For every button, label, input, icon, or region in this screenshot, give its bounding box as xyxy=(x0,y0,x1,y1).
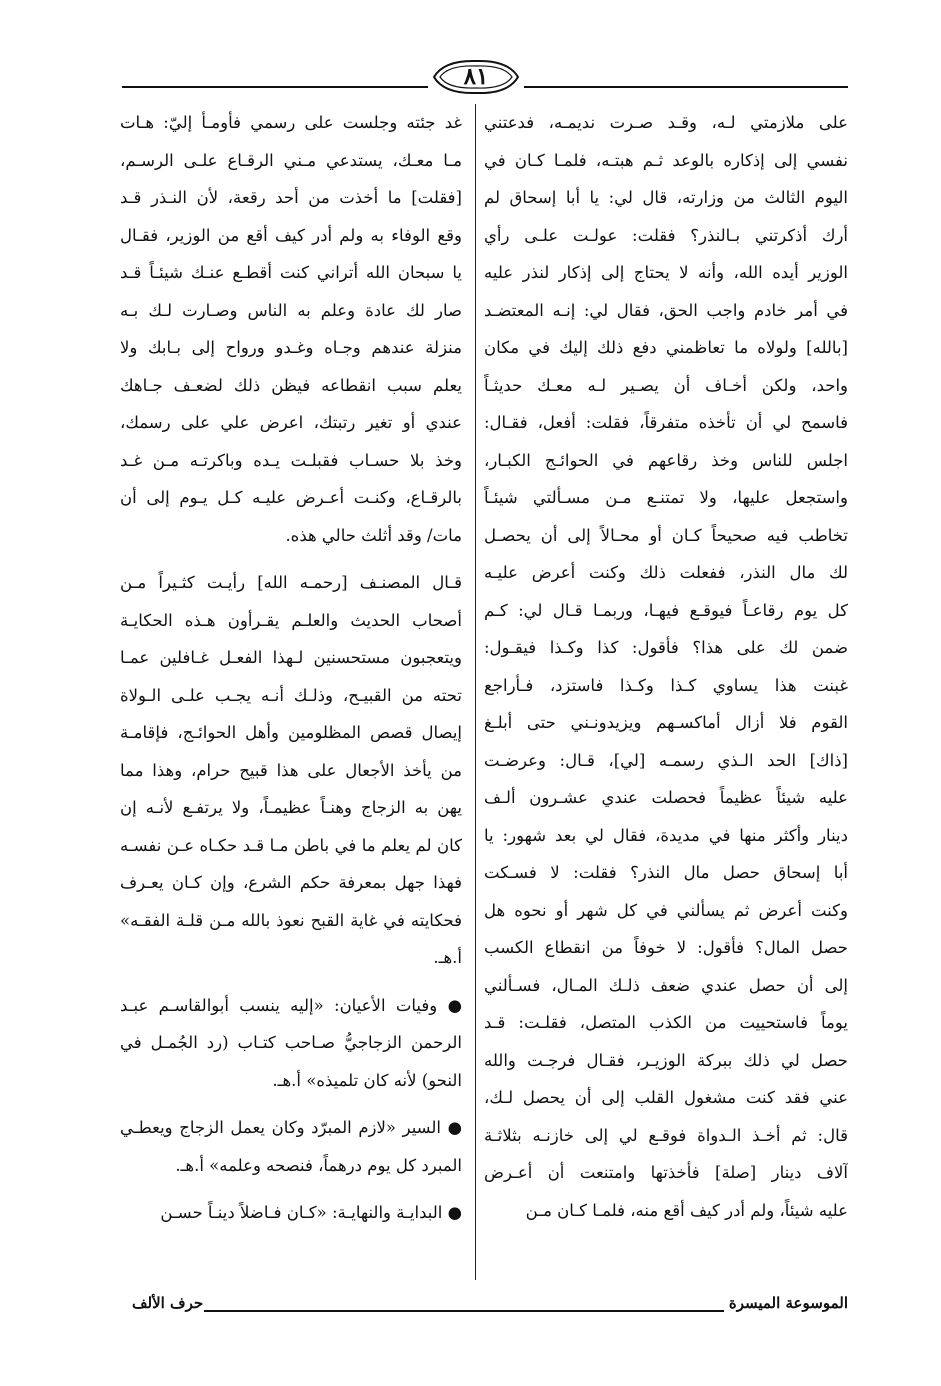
text-line: تحته من القبيـح، وذلـك أنـه يجـب علـى الـولاة xyxy=(120,685,462,705)
text-line: غبنت هذا يساوي كـذا وكـذا فاستزد، فـأراجع xyxy=(484,675,848,695)
text-line: أ.هـ. xyxy=(433,948,462,967)
text-line: المبرد كل يوم درهماً، فنصحه وعلمه» أ.هـ. xyxy=(175,1155,462,1175)
paragraph xyxy=(484,104,848,1229)
text-line: فهذا جهل بمعرفة حكم الشرع، وإن كـان يعـرف xyxy=(120,873,462,892)
text-line: فحكايته في غاية القبح نعوذ بالله مـن قلـة الفقـه» xyxy=(120,910,462,930)
text-line: غد جئته وجلست على رسمي فأومـأ إليّ: هـات xyxy=(120,113,462,132)
text-line: وخذ بلا حسـاب فقبلـت يـده وباكرتـه مـن غـد xyxy=(120,450,462,470)
text-line: قـال المصنـف [رحمـه الله] رأيـت كثـيراً مـن xyxy=(120,573,462,592)
text-line: على ملازمتي لـه، وقـد صـرت نديمـه، فدعتني xyxy=(484,113,848,132)
text-line: مات/ وقد أثلث حالي هذه. xyxy=(285,525,462,545)
text-line: يهن به الزجاج وهنـاً عظيمـاً، ولا يرتفـع لأنـه إن xyxy=(120,798,462,817)
text-line: الوزير أيده الله، وأنه لا يحتاج إلى إذكار لنذر عليه xyxy=(484,263,848,282)
paragraph xyxy=(120,987,462,1100)
text-line: من يأخذ الأجعال على هذا قبيح حرام، وهذا مما xyxy=(120,760,462,780)
text-line: قال: ثم أخـذ الـدواة فوقـع لي إلى خازنـه بثلاثـة xyxy=(484,1125,848,1145)
text-line: النحو) لأنه كان تلميذه» أ.هـ. xyxy=(272,1070,462,1090)
left-text-column xyxy=(120,104,462,1232)
paragraph-gap xyxy=(120,1099,462,1109)
text-line: إيصال قصص المظلومين وأهل الحوائـج، فإقامـة xyxy=(120,723,462,742)
paragraph xyxy=(120,1109,462,1184)
text-line: عليه شيئاً، ولم أدر كيف أقع منه، فلمـا كـان مـن xyxy=(525,1200,848,1220)
text-line: آلاف دينار [صلة] فأخذتها وامتنعت أن أعـرض xyxy=(484,1163,848,1182)
text-line: عندي أو تغير رتبتك، اعرض علي على رسمك، xyxy=(120,413,462,432)
text-line: عليه شيئاً عظيماً فحصلت عندي عشـرون ألـف xyxy=(484,788,848,807)
text-line: كان لم يعلم ما في باطن مـا قـد حكـاه عـن نفسـه xyxy=(120,835,462,855)
text-line: صار لك عادة وعلم به الناس وصـارت لـك بـه xyxy=(120,300,462,320)
text-line: إلى أن حصل عندي ضعف ذلـك المـال، فسـألني xyxy=(484,975,848,995)
text-line: ويتعجبون مستحسنين لـهذا الفعـل غـافلين عمـا xyxy=(120,648,462,667)
paragraph xyxy=(120,564,462,977)
text-line: [ذاك] الحد الـذي رسمـه [لي]، قـال: وعرضـت xyxy=(484,750,848,770)
text-line: فاسمح لي أن تأخذه متفرقاً، فقلت: أفعل، فقـال: xyxy=(484,413,848,432)
text-line: عني فقد كنت مشغول القلب إلى أن يحصل لـك، xyxy=(484,1088,848,1107)
text-line: الرحمن الزجاجيُّ صـاحب كتـاب (رد الجُمـل في xyxy=(120,1033,462,1052)
column-divider xyxy=(475,104,476,1280)
paragraph xyxy=(120,1194,462,1232)
text-line: اليوم الثالث من وزارته، قال لي: يا أبا إسحاق لم xyxy=(484,188,848,207)
text-line: القوم فلا أزال أماكسـهم ويزيدونـني حتى أبلـغ xyxy=(484,713,848,732)
footer-rule xyxy=(204,1310,724,1312)
text-line: واستجعل عليها، ولا تمتنـع مـن مسـألتي شيئـاً xyxy=(484,488,848,507)
page-number: ٨١ xyxy=(463,63,489,90)
text-line: في أمر خادم واجب الحق، فقال لي: إنـه المعتضـد xyxy=(484,300,848,320)
paragraph-gap xyxy=(120,1184,462,1194)
text-line: وكنت أعرض ثم يسألني في كل شهر أو نحوه هل xyxy=(484,900,848,920)
text-line: [بالله] ولولاه ما تعاظمني دفع ذلك إليك في مكان xyxy=(484,338,848,357)
text-line: أبا إسحاق حصل مال النذر؟ فقلت: لا فسـكت xyxy=(484,863,848,882)
text-line: اجلس للناس وخذ رقاعهم في الحوائـج الكبـار، xyxy=(484,450,848,470)
text-line: يعلم سبب انقطاعه فيظن ذلك لضعـف جـاهك xyxy=(120,375,462,395)
text-line: دينار وأكثر منها في مديدة، فقال لي بعد شهور: يا xyxy=(484,825,848,845)
header-rule-left xyxy=(122,86,428,88)
text-line: حصل المال؟ فأقول: لا خوفاً من انقطاع الكسب xyxy=(484,938,848,957)
text-line: يوماً فاستحييت من الكذب المتصل، فقلـت: قـد xyxy=(484,1013,848,1032)
text-line: نفسي إلى إذكاره بالوعد ثـم هبتـه، فلمـا كـان في xyxy=(484,150,848,170)
text-line: مـا معـك، يستدعي مـني الرقـاع علـى الرسـم، xyxy=(120,150,462,170)
text-line: ● البدايـة والنهايـة: «كـان فـاضلاً دينـاً حسـن xyxy=(160,1203,462,1222)
page-number-ornament xyxy=(430,58,522,96)
text-line: بالرقـاع، وكنـت أعـرض عليـه كـل يـوم إلى أن xyxy=(120,488,462,507)
text-line: واحد، ولكن أخـاف أن يصـير لـه معـك حديثـاً xyxy=(484,375,848,395)
text-line: أصحاب الحديث والعلـم يقـرأون هـذه الحكايـة xyxy=(120,610,462,630)
right-text-column xyxy=(484,104,848,1229)
text-line: ضمن لك على هذا؟ فأقول: كذا وكـذا فيقـول: xyxy=(484,638,848,657)
footer-section-name: حرف الألف xyxy=(132,1294,204,1312)
header-rule-right xyxy=(524,86,848,88)
paragraph-gap xyxy=(120,977,462,987)
text-line: يا سبحان الله أتراني كنت أقطـع عنـك شيئـاً قـد xyxy=(120,263,462,282)
text-line: أرك أذكرتني بـالنذر؟ فقلت: عولـت علـى رأي xyxy=(484,225,848,245)
text-line: تخاطب فيه صحيحاً كـان أو محـالاً إلى أن يحصـل xyxy=(484,525,848,545)
page-footer xyxy=(132,1288,848,1324)
text-line: [فقلت] ما أخذت من أحد رقعة، لأن النـذر قـد xyxy=(120,188,462,207)
text-line: منزلة عندهم وجـاه وغـدو ورواح إلى بـابك ولا xyxy=(120,338,462,357)
text-line: ● السير «لازم المبرّد وكان يعمل الزجاج ويعطـي xyxy=(120,1118,462,1137)
paragraph xyxy=(120,104,462,554)
text-line: كل يوم رقاعـاً فيوقـع فيهـا، وربمـا قـال لي: كـم xyxy=(484,600,848,620)
text-line: لك مال النذر، ففعلت ذلك وكنت أعرض عليـه xyxy=(484,563,848,582)
text-line: حصل لي ذلك ببركة الوزيـر، فقـال فرجـت والله xyxy=(484,1050,848,1070)
footer-book-title: الموسوعة الميسرة xyxy=(728,1294,848,1312)
text-line: ● وفيات الأعيان: «إليه ينسب أبوالقاسـم عبـد xyxy=(120,995,462,1015)
paragraph-gap xyxy=(120,554,462,564)
text-line: وقع الوفاء به ولم أدر كيف أقع من الوزير، فقـال xyxy=(120,225,462,245)
